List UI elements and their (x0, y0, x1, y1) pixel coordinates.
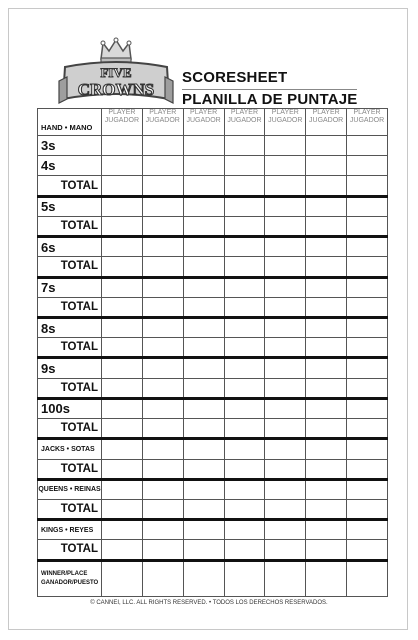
score-cell[interactable] (224, 479, 265, 499)
score-cell[interactable] (347, 196, 388, 216)
score-cell[interactable] (142, 439, 183, 459)
score-cell[interactable] (224, 540, 265, 560)
score-cell[interactable] (224, 520, 265, 540)
score-cell[interactable] (265, 317, 306, 337)
score-cell[interactable] (224, 176, 265, 196)
score-cell[interactable] (347, 136, 388, 156)
score-cell[interactable] (224, 216, 265, 236)
hand-label: 5s (38, 196, 102, 216)
total-row (38, 540, 388, 560)
score-cell[interactable] (142, 237, 183, 257)
total-row (38, 378, 388, 398)
winner-label-line2: GANADOR/PUESTO (41, 579, 99, 586)
score-cell[interactable] (265, 520, 306, 540)
player-header-en: PLAYER (353, 109, 381, 116)
player-header-es: JUGADOR (104, 117, 140, 124)
score-cell[interactable] (142, 216, 183, 236)
score-cell[interactable] (347, 237, 388, 257)
score-cell[interactable] (183, 479, 224, 499)
score-cell[interactable] (142, 136, 183, 156)
hand-label: 7s (38, 277, 102, 297)
score-table (37, 108, 388, 597)
score-cell[interactable] (306, 358, 347, 378)
score-cell[interactable] (347, 419, 388, 439)
total-label: TOTAL (38, 499, 102, 519)
score-cell[interactable] (306, 176, 347, 196)
winner-cell[interactable] (183, 560, 224, 596)
winner-cell[interactable] (102, 560, 143, 596)
total-label: TOTAL (38, 378, 102, 398)
five-crowns-logo (57, 37, 175, 113)
score-cell[interactable] (183, 196, 224, 216)
total-label: TOTAL (38, 419, 102, 439)
score-cell[interactable] (102, 358, 143, 378)
player-header-7 (347, 109, 388, 136)
score-cell[interactable] (265, 176, 306, 196)
score-cell[interactable] (224, 358, 265, 378)
score-cell[interactable] (347, 459, 388, 479)
hand-label: 9s (38, 358, 102, 378)
score-cell[interactable] (224, 459, 265, 479)
score-cell[interactable] (306, 338, 347, 358)
score-cell[interactable] (347, 176, 388, 196)
player-header-3 (183, 109, 224, 136)
score-cell[interactable] (306, 439, 347, 459)
score-cell[interactable] (102, 520, 143, 540)
total-label: TOTAL (38, 338, 102, 358)
player-header-en: PLAYER (230, 109, 258, 116)
score-cell[interactable] (224, 398, 265, 418)
total-label: TOTAL (38, 540, 102, 560)
hand-row (38, 277, 388, 297)
score-cell[interactable] (306, 136, 347, 156)
score-cell[interactable] (183, 156, 224, 176)
score-cell[interactable] (306, 378, 347, 398)
score-cell[interactable] (347, 479, 388, 499)
score-cell[interactable] (224, 277, 265, 297)
score-cell[interactable] (224, 499, 265, 519)
score-cell[interactable] (142, 338, 183, 358)
score-cell[interactable] (224, 156, 265, 176)
score-cell[interactable] (265, 156, 306, 176)
score-cell[interactable] (102, 479, 143, 499)
score-cell[interactable] (142, 540, 183, 560)
score-cell[interactable] (142, 297, 183, 317)
winner-label-line1: WINNER/PLACE (41, 570, 88, 577)
hand-header: HAND • MANO (38, 109, 102, 136)
score-cell[interactable] (183, 520, 224, 540)
score-cell[interactable] (102, 378, 143, 398)
player-header-4 (224, 109, 265, 136)
score-cell[interactable] (265, 439, 306, 459)
player-header-es: JUGADOR (349, 117, 385, 124)
score-cell[interactable] (102, 398, 143, 418)
score-cell[interactable] (306, 479, 347, 499)
score-cell[interactable] (306, 419, 347, 439)
score-cell[interactable] (265, 499, 306, 519)
score-cell[interactable] (265, 257, 306, 277)
score-cell[interactable] (142, 459, 183, 479)
score-cell[interactable] (102, 540, 143, 560)
score-cell[interactable] (265, 378, 306, 398)
hand-label: 8s (38, 317, 102, 337)
score-cell[interactable] (102, 196, 143, 216)
total-row (38, 459, 388, 479)
score-cell[interactable] (142, 257, 183, 277)
player-header-6 (306, 109, 347, 136)
score-cell[interactable] (102, 419, 143, 439)
score-cell[interactable] (142, 479, 183, 499)
winner-cell[interactable] (224, 560, 265, 596)
score-cell[interactable] (347, 540, 388, 560)
player-header-en: PLAYER (149, 109, 177, 116)
title-divider (182, 89, 357, 90)
crown-icon (101, 38, 131, 63)
score-cell[interactable] (347, 398, 388, 418)
total-row (38, 257, 388, 277)
score-cell[interactable] (142, 358, 183, 378)
score-cell[interactable] (142, 196, 183, 216)
score-cell[interactable] (183, 459, 224, 479)
score-cell[interactable] (347, 378, 388, 398)
score-cell[interactable] (306, 317, 347, 337)
score-cell[interactable] (265, 358, 306, 378)
score-cell[interactable] (265, 277, 306, 297)
score-cell[interactable] (265, 398, 306, 418)
score-cell[interactable] (224, 317, 265, 337)
score-cell[interactable] (306, 398, 347, 418)
score-cell[interactable] (306, 499, 347, 519)
score-cell[interactable] (142, 317, 183, 337)
score-cell[interactable] (183, 317, 224, 337)
score-cell[interactable] (265, 479, 306, 499)
score-cell[interactable] (224, 297, 265, 317)
score-cell[interactable] (142, 419, 183, 439)
score-cell[interactable] (224, 439, 265, 459)
hand-row (38, 479, 388, 499)
hand-label: 4s (38, 156, 102, 176)
score-cell[interactable] (183, 439, 224, 459)
hand-row (38, 196, 388, 216)
score-cell[interactable] (102, 237, 143, 257)
score-cell[interactable] (102, 317, 143, 337)
score-cell[interactable] (347, 520, 388, 540)
score-cell[interactable] (183, 499, 224, 519)
score-cell[interactable] (306, 297, 347, 317)
score-cell[interactable] (306, 257, 347, 277)
player-header-en: PLAYER (190, 109, 218, 116)
hand-label: QUEENS • REINAS (38, 479, 102, 499)
total-label: TOTAL (38, 257, 102, 277)
score-cell[interactable] (102, 439, 143, 459)
total-row (38, 419, 388, 439)
score-cell[interactable] (306, 520, 347, 540)
hand-row (38, 398, 388, 418)
score-cell[interactable] (183, 216, 224, 236)
player-header-es: JUGADOR (186, 117, 221, 124)
score-cell[interactable] (265, 196, 306, 216)
score-cell[interactable] (183, 398, 224, 418)
score-cell[interactable] (102, 499, 143, 519)
score-cell[interactable] (306, 540, 347, 560)
winner-row (38, 560, 388, 596)
score-cell[interactable] (347, 297, 388, 317)
hand-row (38, 520, 388, 540)
svg-text:FIVE: FIVE (100, 65, 132, 80)
score-cell[interactable] (102, 297, 143, 317)
score-cell[interactable] (142, 156, 183, 176)
score-cell[interactable] (347, 257, 388, 277)
score-cell[interactable] (306, 156, 347, 176)
score-cell[interactable] (347, 358, 388, 378)
score-cell[interactable] (224, 257, 265, 277)
total-row (38, 216, 388, 236)
score-cell[interactable] (347, 499, 388, 519)
score-cell[interactable] (102, 156, 143, 176)
score-cell[interactable] (224, 419, 265, 439)
title-spanish: PLANILLA DE PUNTAJE (182, 91, 358, 108)
score-cell[interactable] (183, 297, 224, 317)
score-cell[interactable] (265, 459, 306, 479)
score-cell[interactable] (183, 237, 224, 257)
player-header-en: PLAYER (312, 109, 340, 116)
score-cell[interactable] (102, 136, 143, 156)
score-cell[interactable] (183, 419, 224, 439)
score-cell[interactable] (265, 237, 306, 257)
score-cell[interactable] (183, 378, 224, 398)
hand-row (38, 358, 388, 378)
winner-cell[interactable] (306, 560, 347, 596)
score-cell[interactable] (183, 277, 224, 297)
total-row (38, 338, 388, 358)
score-cell[interactable] (102, 277, 143, 297)
score-cell[interactable] (265, 297, 306, 317)
player-header-1 (102, 109, 143, 136)
hand-row (38, 317, 388, 337)
score-cell[interactable] (102, 459, 143, 479)
player-header-2 (142, 109, 183, 136)
score-cell[interactable] (224, 338, 265, 358)
score-cell[interactable] (306, 277, 347, 297)
total-row (38, 176, 388, 196)
total-row (38, 499, 388, 519)
score-cell[interactable] (224, 196, 265, 216)
hand-label: 3s (38, 136, 102, 156)
score-cell[interactable] (265, 338, 306, 358)
score-cell[interactable] (347, 156, 388, 176)
score-cell[interactable] (347, 317, 388, 337)
score-cell[interactable] (306, 216, 347, 236)
hand-label: 6s (38, 237, 102, 257)
score-cell[interactable] (183, 136, 224, 156)
total-label: TOTAL (38, 297, 102, 317)
score-cell[interactable] (102, 176, 143, 196)
hand-row (38, 237, 388, 257)
score-cell[interactable] (306, 196, 347, 216)
score-cell[interactable] (142, 378, 183, 398)
score-cell[interactable] (102, 338, 143, 358)
score-cell[interactable] (347, 216, 388, 236)
total-label: TOTAL (38, 459, 102, 479)
score-cell[interactable] (265, 540, 306, 560)
total-label: TOTAL (38, 176, 102, 196)
player-header-en: PLAYER (271, 109, 299, 116)
header-row (38, 109, 388, 136)
player-header-en: PLAYER (108, 109, 136, 116)
score-cell[interactable] (142, 176, 183, 196)
score-cell[interactable] (183, 338, 224, 358)
score-cell[interactable] (142, 520, 183, 540)
score-cell[interactable] (306, 237, 347, 257)
total-label: TOTAL (38, 216, 102, 236)
winner-cell[interactable] (142, 560, 183, 596)
score-cell[interactable] (142, 277, 183, 297)
hand-row (38, 136, 388, 156)
score-cell[interactable] (265, 419, 306, 439)
player-header-es: JUGADOR (309, 117, 344, 124)
title-english: SCORESHEET (182, 69, 288, 86)
hand-label: JACKS • SOTAS (38, 439, 102, 459)
score-cell[interactable] (224, 378, 265, 398)
score-cell[interactable] (347, 338, 388, 358)
score-cell[interactable] (102, 216, 143, 236)
hand-row (38, 156, 388, 176)
score-cell[interactable] (183, 358, 224, 378)
player-header-es: JUGADOR (227, 117, 262, 124)
score-cell[interactable] (347, 277, 388, 297)
score-cell[interactable] (224, 136, 265, 156)
svg-text:CROWNS: CROWNS (77, 80, 155, 99)
score-cell[interactable] (306, 459, 347, 479)
player-header-es: JUGADOR (268, 117, 303, 124)
copyright-notice: © CANNEI, LLC. ALL RIGHTS RESERVED. • TODOS LOS DERECHOS RESERVADOS. (90, 600, 328, 606)
score-cell[interactable] (347, 439, 388, 459)
hand-row (38, 439, 388, 459)
winner-cell[interactable] (265, 560, 306, 596)
hand-label: KINGS • REYES (38, 520, 102, 540)
score-cell[interactable] (102, 257, 143, 277)
score-cell[interactable] (265, 216, 306, 236)
score-cell[interactable] (224, 237, 265, 257)
total-row (38, 297, 388, 317)
score-cell[interactable] (183, 257, 224, 277)
score-cell[interactable] (183, 176, 224, 196)
score-cell[interactable] (142, 499, 183, 519)
hand-label: 100s (38, 398, 102, 418)
player-header-5 (265, 109, 306, 136)
winner-label (38, 560, 102, 596)
score-cell[interactable] (265, 136, 306, 156)
player-header-es: JUGADOR (145, 117, 180, 124)
winner-cell[interactable] (347, 560, 388, 596)
score-cell[interactable] (183, 540, 224, 560)
score-cell[interactable] (142, 398, 183, 418)
